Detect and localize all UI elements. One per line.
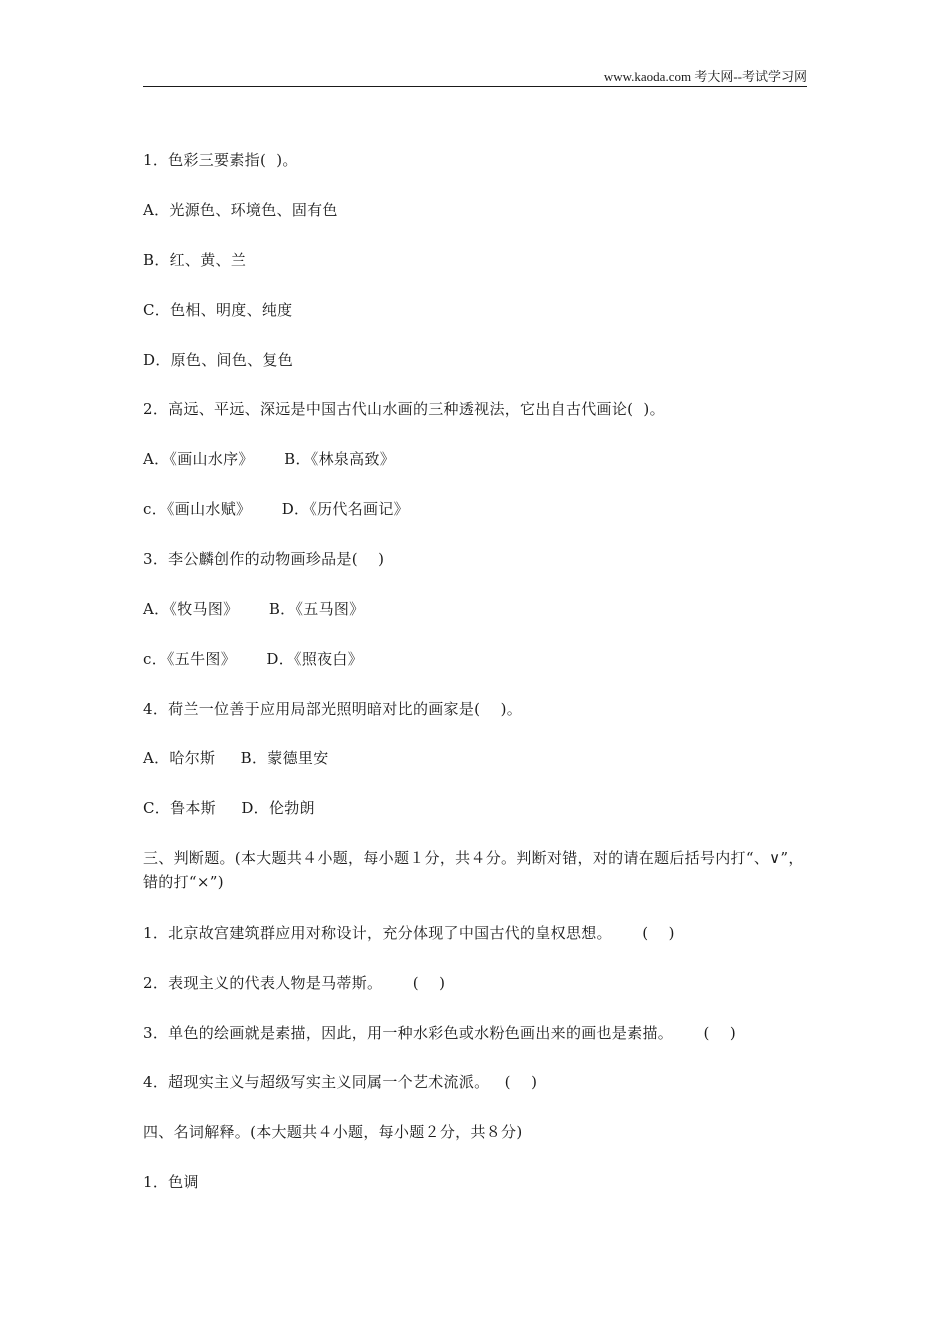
question-1-option-c: C．色相、明度、纯度 bbox=[143, 301, 293, 319]
question-2-stem: 2．高远、平远、深远是中国古代山水画的三种透视法，它出自古代画论( )。 bbox=[143, 400, 665, 418]
judgement-2: 2．表现主义的代表人物是马蒂斯。 ( ) bbox=[143, 974, 446, 992]
question-4-stem: 4．荷兰一位善于应用局部光照明暗对比的画家是( )。 bbox=[143, 700, 523, 718]
header-rule bbox=[143, 86, 807, 87]
question-3-options-cd: c．《五牛图》 D．《照夜白》 bbox=[143, 650, 364, 668]
question-1-option-a: A．光源色、环境色、固有色 bbox=[143, 201, 338, 219]
question-4-options-cd: C．鲁本斯 D．伦勃朗 bbox=[143, 799, 315, 817]
term-1: 1．色调 bbox=[143, 1173, 199, 1191]
question-3-options-ab: A．《牧马图》 B．《五马图》 bbox=[143, 600, 365, 618]
question-1-stem: 1．色彩三要素指( )。 bbox=[143, 151, 298, 169]
question-1-option-d: D．原色、间色、复色 bbox=[143, 351, 294, 369]
judgement-3: 3．单色的绘画就是素描，因此，用一种水彩色或水粉色画出来的画也是素描。 ( ) bbox=[143, 1024, 737, 1042]
judgement-1: 1．北京故宫建筑群应用对称设计，充分体现了中国古代的皇权思想。 ( ) bbox=[143, 924, 675, 942]
header-site-text: www.kaoda.com 考大网--考试学习网 bbox=[603, 69, 807, 84]
question-1-option-b: B．红、黄、兰 bbox=[143, 251, 247, 269]
section-3-heading: 三、判断题。(本大题共４小题，每小题１分，共４分。判断对错，对的请在题后括号内打“、∨”，错的打“×”) bbox=[143, 849, 804, 891]
question-3-stem: 3．李公麟创作的动物画珍品是( ) bbox=[143, 550, 385, 568]
question-4-options-ab: A．哈尔斯 B．蒙德里安 bbox=[143, 749, 329, 767]
judgement-4: 4．超现实主义与超级写实主义同属一个艺术流派。 ( ) bbox=[143, 1073, 538, 1091]
section-4-heading: 四、名词解释。(本大题共４小题，每小题２分，共８分) bbox=[143, 1123, 523, 1141]
question-2-options-cd: c．《画山水赋》 D．《历代名画记》 bbox=[143, 500, 409, 518]
question-2-options-ab: A．《画山水序》 B．《林泉高致》 bbox=[143, 450, 396, 468]
